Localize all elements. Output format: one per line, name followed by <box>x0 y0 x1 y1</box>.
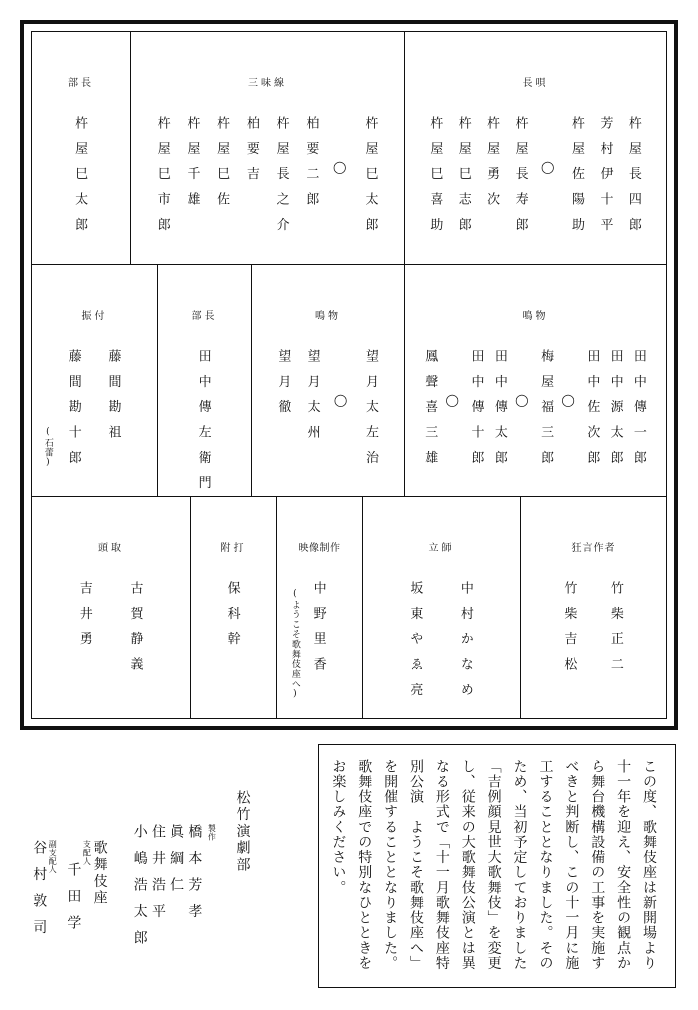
fuku-label: 副支配人 <box>48 840 58 874</box>
section-header: 狂言作者 <box>571 543 616 554</box>
section-narimono2 <box>404 264 666 496</box>
eizo-note: (ようこそ歌舞伎座へ) <box>289 589 300 700</box>
section-header: 三味線 <box>248 78 287 89</box>
section-header: 鳴物 <box>315 311 341 322</box>
performer-name: 杵屋巳太郎 <box>362 116 378 243</box>
performer-name: 保科幹 <box>224 581 240 658</box>
separator-circle: ◯ <box>514 393 529 407</box>
name-row <box>40 116 118 243</box>
performer-name: 田中佐次郎 <box>584 349 600 476</box>
name-row <box>260 349 392 476</box>
performer-name: 杵屋巳太郎 <box>72 116 88 243</box>
section-todori <box>32 496 190 718</box>
section-header: 頭取 <box>98 543 124 554</box>
performer-name: 柏要吉 <box>243 116 259 193</box>
shihainin-label: 支配人 <box>82 840 92 866</box>
performer-name: 梅屋福三郎 <box>538 349 554 476</box>
performer-name: 杵屋勇次 <box>484 116 500 218</box>
section-kyogen <box>520 496 666 718</box>
name-row <box>166 349 239 501</box>
section-tsukeuchi <box>190 496 276 718</box>
section-narimono1 <box>251 264 404 496</box>
section-header: 長唄 <box>522 78 549 89</box>
seisaku-label: 製作 <box>207 824 217 841</box>
performer-name: 坂東やゑ亮 <box>407 581 423 708</box>
producer-name: 住井浩平 <box>149 824 166 931</box>
section-bucho1 <box>32 32 130 264</box>
section-header: 部長 <box>68 78 94 89</box>
performer-name: 杵屋長之介 <box>273 116 289 243</box>
separator-circle: ◯ <box>445 393 460 407</box>
name-row <box>40 581 178 682</box>
name-row <box>40 349 145 476</box>
section-tateshi <box>362 496 520 718</box>
shihainin-name: 千田学 <box>65 862 82 942</box>
performer-name: 田中傳一郎 <box>630 349 646 476</box>
producer-name: 眞綱仁 <box>168 824 185 904</box>
producer-name: 小嶋浩太郎 <box>131 824 148 957</box>
performer-name: 望月太州 <box>304 349 320 451</box>
production-credits <box>30 790 252 990</box>
performer-name: 杵屋巳志郎 <box>455 116 471 243</box>
notice-box <box>318 744 676 988</box>
producer-name: 橋本芳孝 <box>186 824 203 931</box>
section-furitsuke <box>32 264 157 496</box>
name-row <box>199 581 264 657</box>
performer-name: 杵屋千雄 <box>184 116 200 218</box>
performer-name: 竹柴吉松 <box>561 581 577 683</box>
performer-name: 芳村伊十平 <box>597 116 613 243</box>
name-row <box>371 581 508 708</box>
section-header: 立師 <box>428 543 455 554</box>
performer-name: 中村かなめ <box>457 581 473 708</box>
performer-name: 田中傳太郎 <box>491 349 507 476</box>
separator-circle: ◯ <box>333 393 348 407</box>
performer-name: 杵屋佐陽助 <box>569 116 585 243</box>
section-header: 附打 <box>220 543 247 554</box>
name-row <box>139 116 392 243</box>
company-name: 松竹演劇部 <box>234 790 251 874</box>
section-header: 振付 <box>81 311 108 322</box>
performer-name: 杵屋長四郎 <box>625 116 641 243</box>
separator-circle: ◯ <box>540 160 555 174</box>
section-eizo <box>276 496 362 718</box>
performer-name: 望月太左治 <box>362 349 378 476</box>
performer-name: 柏要二郎 <box>303 116 319 218</box>
performer-name: 藤間勘祖 <box>105 349 121 451</box>
theater-name: 歌舞伎座 <box>91 840 108 908</box>
separator-circle: ◯ <box>332 160 347 174</box>
section-header: 映像制作 <box>298 543 341 554</box>
name-row <box>413 349 654 476</box>
section-header: 部長 <box>191 311 218 322</box>
furitsuke-note: (石蕾) <box>42 427 53 469</box>
performer-name: 古賀静義 <box>127 581 143 683</box>
performer-name: 望月徹 <box>275 349 291 426</box>
name-row <box>413 116 654 243</box>
credits-grid <box>31 31 667 719</box>
performer-name: 田中傳十郎 <box>468 349 484 476</box>
section-nagauta <box>404 32 666 264</box>
performer-name: 杵屋巳佐 <box>214 116 230 218</box>
credits-frame <box>20 20 678 730</box>
performer-name: 藤間勘十郎 <box>65 349 81 476</box>
section-shamisen <box>130 32 404 264</box>
separator-circle: ◯ <box>561 393 576 407</box>
performer-name: 竹柴正二 <box>607 581 623 683</box>
performer-name: 杵屋巳喜助 <box>427 116 443 243</box>
performer-name: 田中傳左衛門 <box>195 349 211 502</box>
performer-name: 吉井勇 <box>76 581 92 658</box>
fuku-name: 谷村敦司 <box>31 840 48 947</box>
performer-name: 鳳聲喜三雄 <box>422 349 438 476</box>
name-row <box>529 581 654 682</box>
performer-name: 杵屋巳市郎 <box>154 116 170 243</box>
performer-name: 中野里香 <box>310 581 326 683</box>
section-bucho2 <box>157 264 251 502</box>
performer-name: 田中源太郎 <box>607 349 623 476</box>
performer-name: 杵屋長寿郎 <box>512 116 528 243</box>
notice-text: この度、歌舞伎座は新開場より十一年を迎え、安全性の観点から舞台機構設備の工事を実施すべきと判断し、この十一月に施工することとなりました。そのため、当初予定しておりました「吉例顔見世大歌舞伎」を変更し、従来の大歌舞伎公演とは異なる形式で「十一月歌舞伎座特別公演 ようこそ歌舞伎座へ」を開催することとなりました。歌舞伎座での特別なひとときをお楽しみください。 <box>330 759 657 971</box>
section-header: 鳴物 <box>522 311 549 322</box>
